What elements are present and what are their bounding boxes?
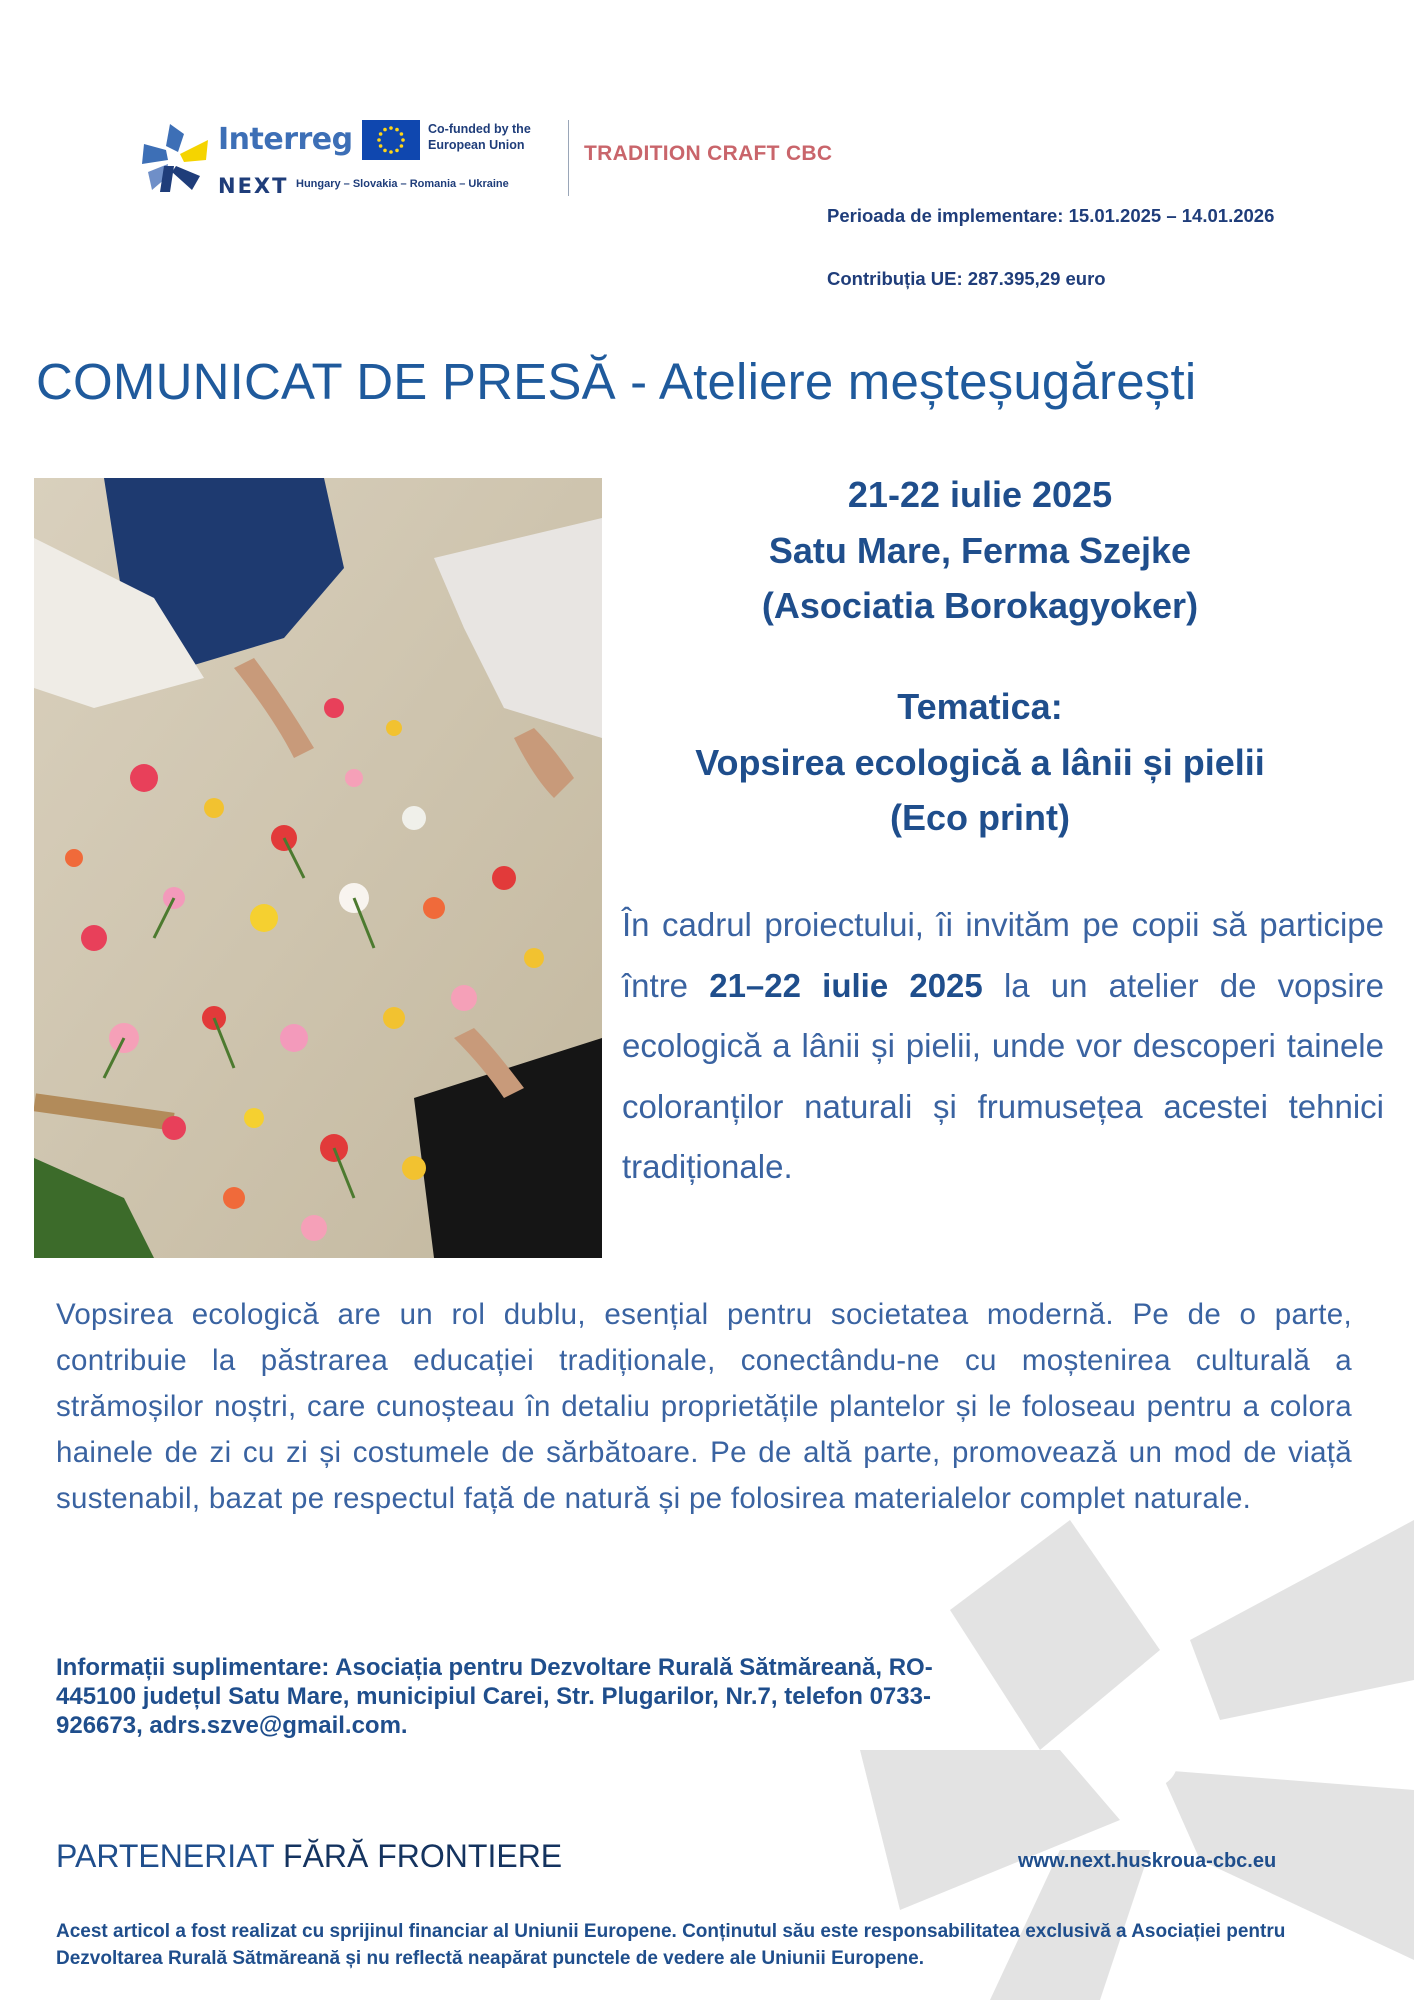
implementation-period: Perioada de implementare: 15.01.2025 – 14.01.2026 (827, 205, 1275, 226)
eu-flag-icon (362, 120, 420, 160)
intro-highlight-date: 21–22 iulie 2025 (709, 966, 983, 1004)
theme-label: Tematica: (897, 686, 1063, 727)
workshop-photo (34, 478, 602, 1258)
logo-next-text: NEXT (218, 174, 289, 198)
logo-divider (568, 120, 569, 196)
interreg-star-logo-icon (140, 120, 210, 194)
contact-info: Informații suplimentare: Asociația pentru Dezvoltare Rurală Sătmăreană, RO-445100 județul Satu Mare, municipiul Carei, Str. Plugarilor, Nr.7, telefon 0733-926673, adrs.szve@gmail.com. (56, 1654, 933, 1739)
body-paragraph: Vopsirea ecologică are un rol dublu, esențial pentru societatea modernă. Pe de o parte, contribuie la păstrarea educației tradiționale, conectându-ne cu moștenirea culturală a strămoșilor noștri, care cunoșteau în detaliu proprietățile plantelor și le foloseau pentru a colora hainele de zi cu zi și costumele de sărbătoare. Pe de altă parte, promovează un mod de viață sustenabil, bazat pe respectul față de natură și pe folosirea materialelor complet naturale. (56, 1298, 1352, 1515)
partnership-dark: FĂRĂ FRONTIERE (283, 1838, 563, 1874)
partnership-slogan (56, 1838, 562, 1875)
interreg-logo-block (140, 118, 860, 208)
intro-text-part2: la un atelier de vopsire ecologică a lânii și pielii, unde vor descoperi tainele coloranților naturali și frumusețea acestei tehnici tradiționale. (622, 966, 1385, 1186)
intro-text-part1: În cadrul proiectului, îi invităm pe copii să participe între (622, 906, 1384, 1004)
theme-title: Vopsirea ecologică a lânii și pielii (695, 742, 1265, 783)
website-link[interactable]: www.next.huskroua-cbc.eu (1018, 1850, 1277, 1872)
page-title: COMUNICAT DE PRESĂ - Ateliere meșteșugărești (36, 353, 1197, 410)
logo-cofunded-text: Co-funded by the European Union (428, 122, 531, 152)
logo-countries-text: Hungary – Slovakia – Romania – Ukraine (296, 178, 509, 190)
event-date: 21-22 iulie 2025 (847, 474, 1113, 515)
theme-subtitle: (Eco print) (890, 797, 1070, 838)
project-name: TRADITION CRAFT CBC (584, 142, 833, 165)
eu-disclaimer: Acest articol a fost realizat cu sprijinul financiar al Uniunii Europene. Conținutul său este responsabilitatea exclusivă a Asociației pentru Dezvoltarea Rurală Sătmăreană și nu reflectă neapărat punctele de vedere ale Uniunii Europene. (56, 1921, 1286, 1969)
partnership-light: PARTENERIAT (56, 1838, 284, 1874)
event-location: Satu Mare, Ferma Szejke (768, 530, 1192, 571)
eu-contribution: Contribuția UE: 287.395,29 euro (827, 268, 1106, 289)
event-host: (Asociatia Borokagyoker) (761, 585, 1199, 626)
intro-paragraph (622, 895, 1384, 1198)
logo-interreg-text: Interreg (218, 122, 353, 157)
